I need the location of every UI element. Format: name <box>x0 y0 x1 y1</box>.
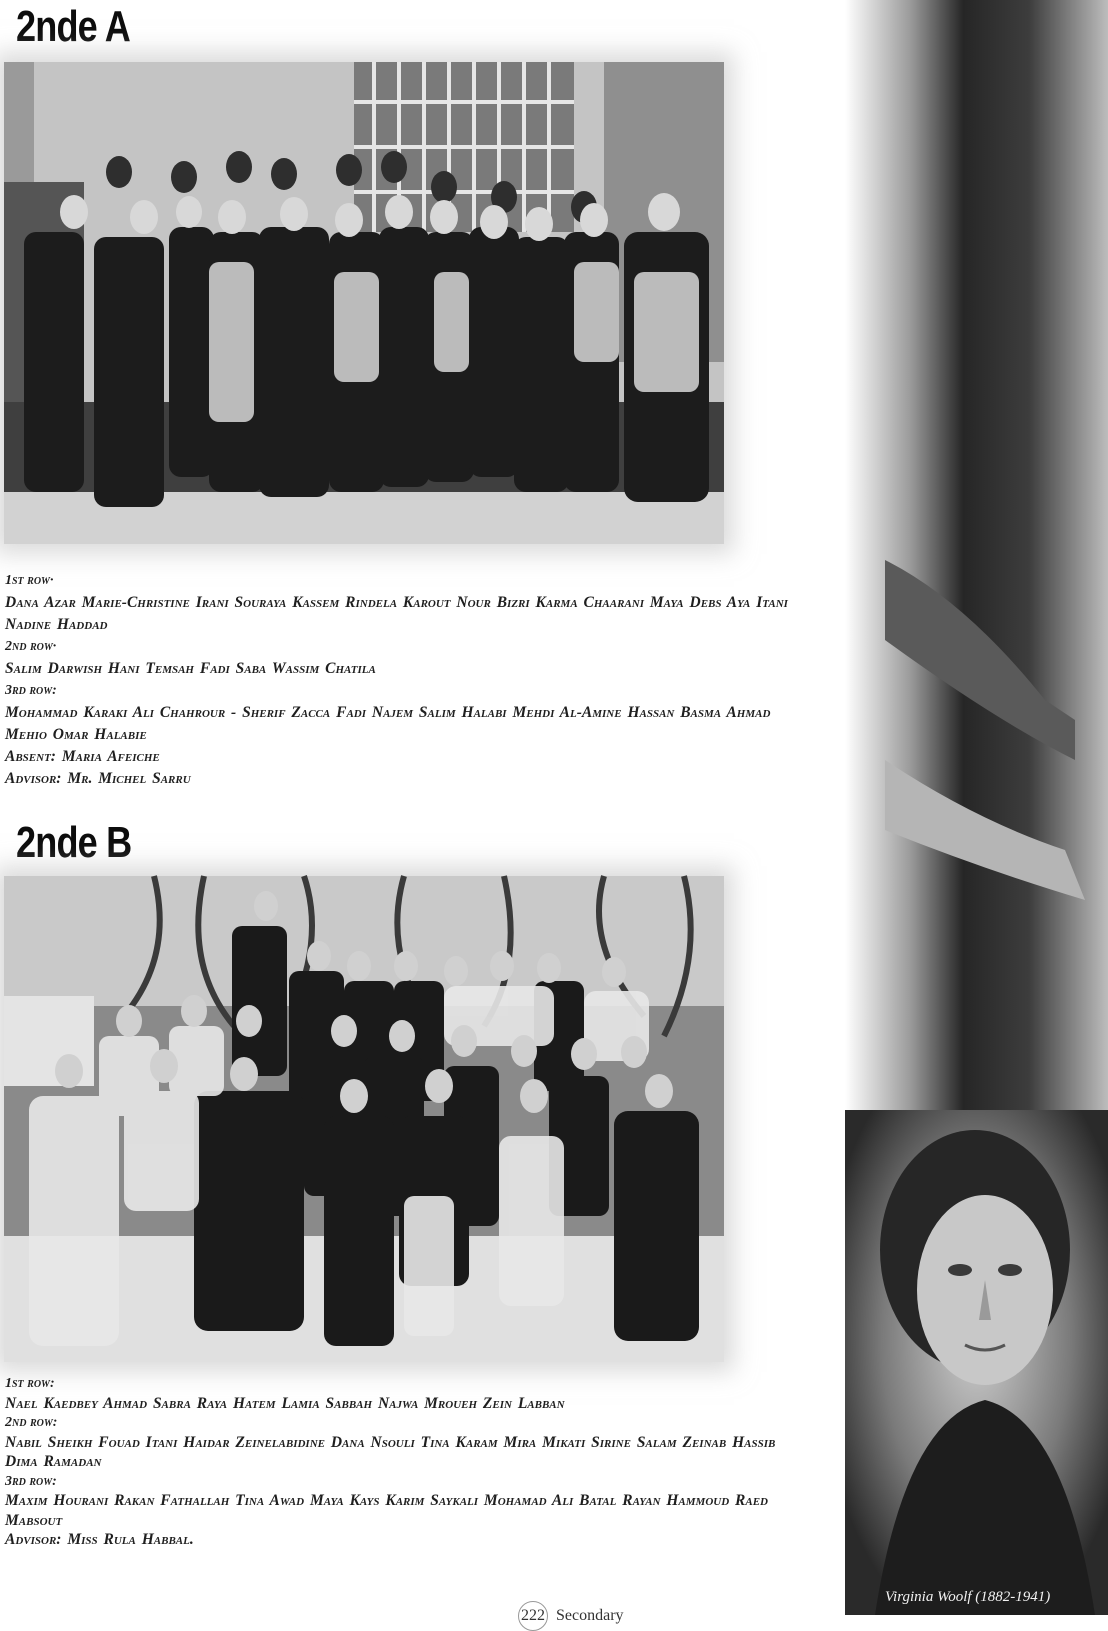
row-names: Maxim Hourani Rakan Fathallah Tina Awad Maya Kays Karim Saykali Mohamad Ali Batal Rayan Hammoud Raed Mabsout <box>5 1492 768 1529</box>
row-names: Mohammad Karaki Ali Chahrour - Sherif Zacca Fadi Najem Salim Halabi Mehdi Al-Amine Hassan Basma Ahmad Mehio Omar Halabie <box>5 704 771 743</box>
row-label: 3rd row: <box>5 683 57 698</box>
page-number: 222 <box>518 1601 548 1631</box>
class-title-2nde-b: 2nde B <box>16 818 132 867</box>
row-names: Nabil Sheikh Fouad Itani Haidar Zeinelabidine Dana Nsouli Tina Karam Mira Mikati Sirine Salam Zeinab Hassib Dima Ramadan <box>5 1433 776 1470</box>
row-label: 2nd row· <box>5 639 57 654</box>
row-names: Salim Darwish Hani Temsah Fadi Saba Wassim Chatila <box>5 660 376 677</box>
row-label: 1st row· <box>5 573 54 588</box>
portrait-caption: Virginia Woolf (1882-1941) <box>885 1589 1051 1605</box>
caption-2nde-b <box>5 1374 805 1550</box>
row-names: Dana Azar Marie-Christine Irani Souraya Kassem Rindela Karout Nour Bizri Karma Chaarani Maya Debs Aya Itani Nadine Haddad <box>5 594 788 633</box>
footer-section-name: Secondary <box>556 1607 624 1624</box>
advisor-line: Advisor: Mr. Michel Sarru <box>5 770 191 787</box>
decorative-side-strip <box>845 0 1108 1615</box>
class-title-2nde-a: 2nde A <box>16 2 131 51</box>
row-names: Nael Kaedbey Ahmad Sabra Raya Hatem Lamia Sabbah Najwa Mroueh Zein Labban <box>5 1394 565 1412</box>
advisor-line: Advisor: Miss Rula Habbal. <box>5 1531 194 1548</box>
caption-2nde-a <box>5 570 805 790</box>
row-label: 3rd row: <box>5 1473 57 1489</box>
class-photo-2nde-b <box>4 876 724 1362</box>
row-label: 1st row: <box>5 1376 55 1391</box>
page-footer <box>518 1601 624 1631</box>
absent-line: Absent: Maria Afeiche <box>5 748 160 765</box>
class-photo-2nde-a <box>4 62 724 544</box>
row-label: 2nd row: <box>5 1415 58 1430</box>
